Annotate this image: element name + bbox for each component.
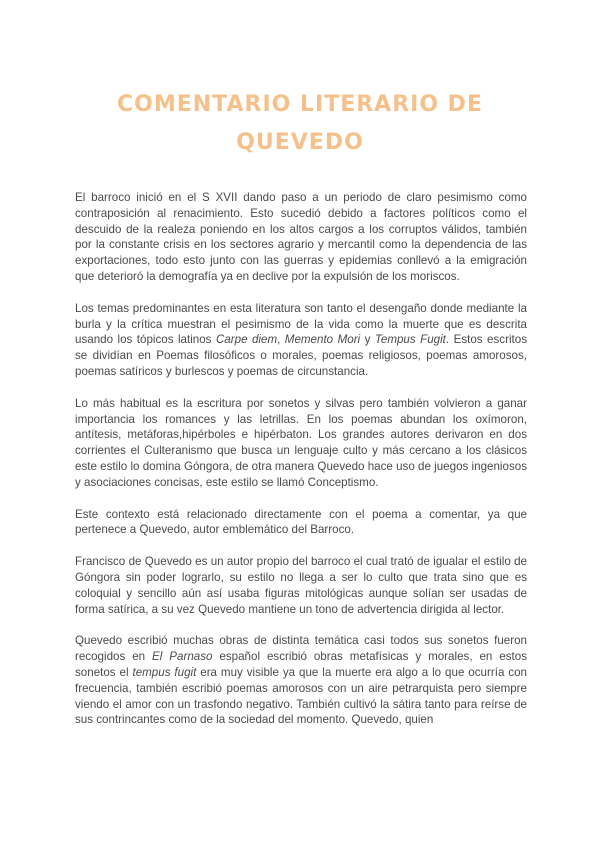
latin-topic: tempus fugit — [132, 665, 197, 679]
latin-topic: Carpe diem — [215, 333, 278, 347]
latin-topic: Tempus Fugit — [374, 333, 446, 347]
title-line-2: QUEVEDO — [236, 130, 364, 155]
latin-topic: Memento Mori — [284, 333, 361, 347]
paragraph-4: Este contexto está relacionado directamente con el poema a comentar, ya que pertenece a Quevedo, autor emblemático del Barroco. — [75, 507, 527, 537]
work-title: El Parnaso — [152, 650, 213, 664]
title-line-1: COMENTARIO LITERARIO DE — [117, 92, 483, 117]
paragraph-2: Los temas predominantes en esta literatura son tanto el desengaño donde mediante la burla y la crítica muestran el pesimismo de la vida como la muerte que es descrita usando los tópicos latinos Carpe diem, Memento Mori y Tempus Fugit. Estos escritos se dividían en Poemas filosóficos o morales, poemas religiosos, poemas amorosos, poemas satíricos y burlescos y poemas de circunstancia. — [75, 301, 527, 378]
document-title — [0, 86, 600, 162]
paragraph-5: Francisco de Quevedo es un autor propio del barroco el cual trató de igualar el estilo de Góngora sin poder lograrlo, su estilo no llega a ser lo culto que trata sino que es coloquial y sencillo aún así usaba figuras mitológicas aunque solían ser usadas de forma satírica, a su vez Quevedo mantiene un tono de advertencia dirigida al lector. — [75, 555, 527, 616]
paragraph-6: Quevedo escribió muchas obras de distinta temática casi todos sus sonetos fueron recogidos en El Parnaso español escribió obras metafísicas y morales, en estos sonetos el tempus fugit era muy visible ya que la muerte era algo a lo que ocurría con frecuencia, también escribió poemas amorosos con un aire petrarquista pero siempre viendo el amor con un trasfondo negativo. También cultivó la sátira tanto para reírse de sus contrincantes como de la sociedad del momento. Quevedo, quien — [75, 634, 528, 727]
document-body — [75, 190, 527, 744]
paragraph-1: El barroco inició en el S XVII dando paso a un periodo de claro pesimismo como contraposición al renacimiento. Esto sucedió debido a factores políticos como el descuido de la realeza poniendo en los altos cargos a los corruptos válidos, también por la constante crisis en los sectores agrario y mercantil como la dependencia de las exportaciones, todo esto junto con las guerras y epidemias conllevó a la emigración que deterioró la demografía ya en declive por la expulsión de los moriscos. — [75, 191, 527, 283]
paragraph-3: Lo más habitual es la escritura por sonetos y silvas pero también volvieron a ganar importancia los romances y las letrillas. En los poemas abundan los oxímoron, antítesis, metáforas,hipérboles e hipérbaton. Los grandes autores derivaron en dos corrientes el Culteranismo que busca un lenguaje culto y más cercano a los clásicos este estilo lo domina Góngora, de otra manera Quevedo hace uso de juegos ingeniosos y asociaciones concisas, este estilo se llamó Conceptismo. — [75, 396, 527, 489]
